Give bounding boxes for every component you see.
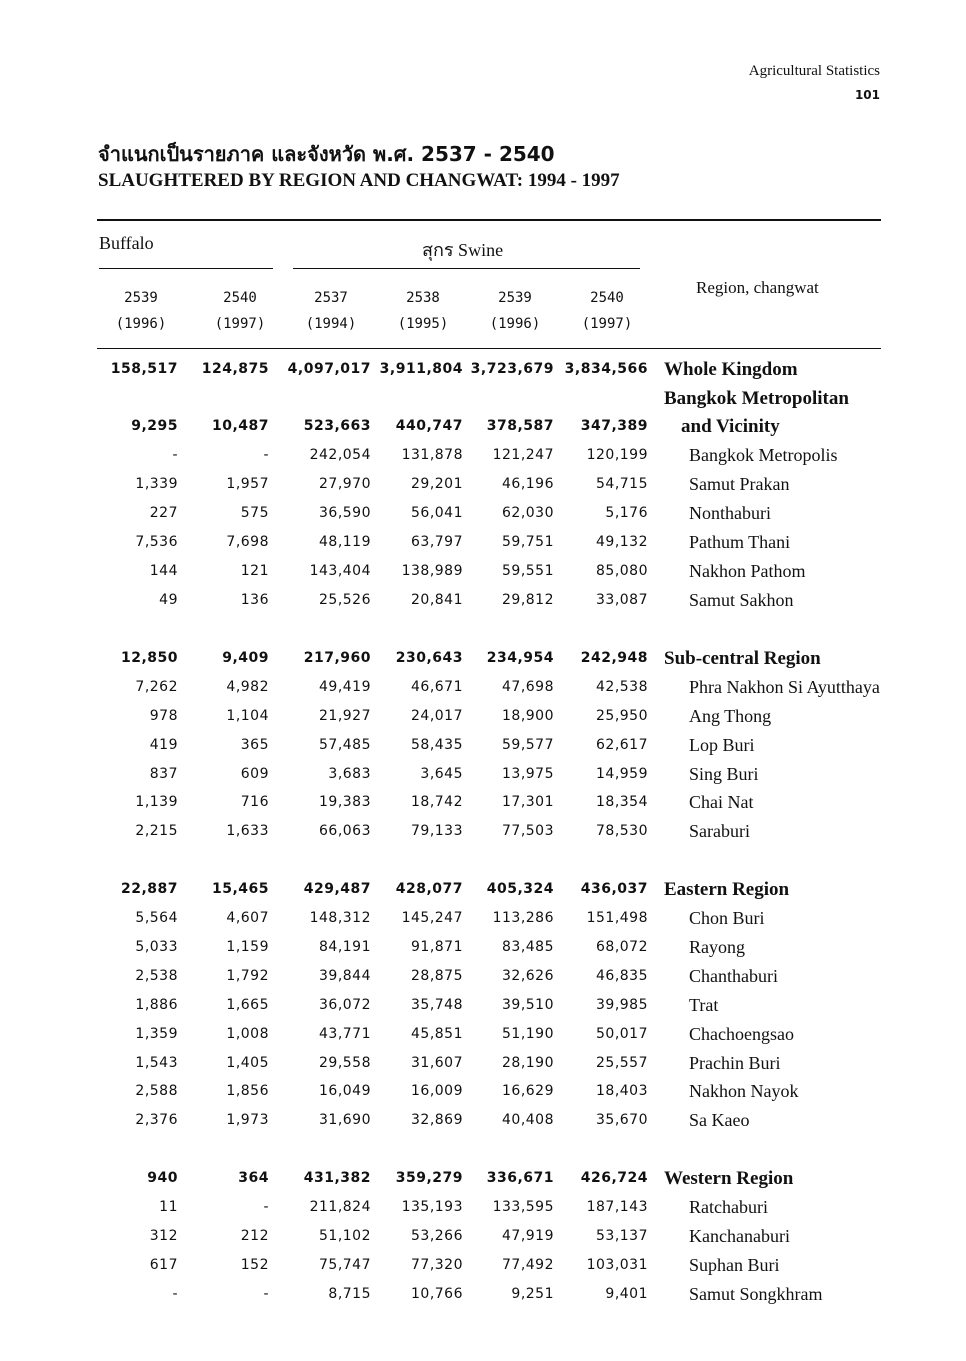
table-cell: 144 [149,563,178,579]
table-cell: 347,389 [580,418,648,434]
table-cell: 32,626 [502,968,554,984]
table-cell: 365 [240,737,269,753]
table-cell: 28,875 [411,968,463,984]
table-cell: - [172,1286,178,1302]
year-be: 2539 [498,290,532,306]
table-cell: 1,543 [135,1055,178,1071]
table-cell: 2,538 [135,968,178,984]
region-name: Samut Sakhon [689,590,794,610]
region-name: Chachoengsao [689,1024,794,1044]
table-cell: 53,266 [411,1228,463,1244]
table-cell: 13,975 [502,766,554,782]
table-cell: 523,663 [303,418,371,434]
table-cell: 46,671 [411,679,463,695]
table-cell: 148,312 [309,910,371,926]
buffalo-group-header: Buffalo [99,233,154,253]
table-row [0,355,966,384]
table-cell: 42,538 [596,679,648,695]
table-cell: 84,191 [319,939,371,955]
table-cell: 120,199 [586,447,648,463]
table-cell: 359,279 [395,1170,463,1186]
region-name: Pathum Thani [689,532,791,552]
table-cell: 609 [240,766,269,782]
table-cell: 35,748 [411,997,463,1013]
table-cell: 22,887 [120,881,178,897]
table-cell: 152 [240,1257,269,1273]
region-name: Chai Nat [689,792,754,812]
table-cell: 36,590 [319,505,371,521]
table-cell: 1,359 [135,1026,178,1042]
table-cell: 227 [149,505,178,521]
table-row [0,1049,966,1078]
table-cell: - [263,447,269,463]
table-cell: 91,871 [411,939,463,955]
table-cell: 230,643 [395,650,463,666]
region-name: Chon Buri [689,908,765,928]
table-cell: 978 [149,708,178,724]
table-cell: 1,856 [226,1083,269,1099]
table-cell: 5,176 [605,505,648,521]
table-cell: 15,465 [211,881,269,897]
table-cell: - [263,1199,269,1215]
table-cell: 419 [149,737,178,753]
table-cell: 27,970 [319,476,371,492]
table-cell: 49 [159,592,178,608]
table-cell: 158,517 [110,361,178,377]
table-cell: 124,875 [201,361,269,377]
table-row [0,962,966,991]
table-row [0,644,966,673]
region-name: Ratchaburi [689,1197,768,1217]
table-cell: 3,911,804 [379,361,463,377]
swine-group-underline [293,268,640,269]
table-cell: 33,087 [596,592,648,608]
table-row [0,904,966,933]
table-cell: 16,009 [411,1083,463,1099]
table-cell: 63,797 [411,534,463,550]
table-row [0,1251,966,1280]
table-cell: 18,742 [411,794,463,810]
table-cell: 1,665 [226,997,269,1013]
table-cell: 312 [149,1228,178,1244]
region-name: Trat [689,995,719,1015]
table-cell: 53,137 [596,1228,648,1244]
table-cell: 10,487 [211,418,269,434]
table-cell: 837 [149,766,178,782]
table-cell: 25,557 [596,1055,648,1071]
table-row [0,557,966,586]
region-name: Lop Buri [689,735,755,755]
table-cell: 429,487 [303,881,371,897]
table-cell: 50,017 [596,1026,648,1042]
year-header [101,285,181,337]
year-ad: (1997) [581,316,633,332]
region-name: and Vicinity [681,416,780,437]
table-cell: 59,577 [502,737,554,753]
table-cell: 48,119 [319,534,371,550]
table-cell: 10,766 [411,1286,463,1302]
table-cell: 428,077 [395,881,463,897]
table-row [0,412,966,441]
table-cell: 83,485 [502,939,554,955]
table-cell: 234,954 [486,650,554,666]
running-header-title: Agricultural Statistics [748,63,880,79]
table-row [0,817,966,846]
table-cell: 51,102 [319,1228,371,1244]
table-cell: 4,097,017 [287,361,371,377]
table-cell: 1,886 [135,997,178,1013]
region-name: Whole Kingdom [664,359,798,380]
region-name: Sing Buri [689,764,759,784]
table-title-english: SLAUGHTERED BY REGION AND CHANGWAT: 1994 - 1997 [98,170,620,191]
year-be: 2540 [223,290,257,306]
table-cell: 66,063 [319,823,371,839]
table-cell: 5,564 [135,910,178,926]
table-cell: 7,262 [135,679,178,695]
table-cell: 18,900 [502,708,554,724]
table-cell: 28,190 [502,1055,554,1071]
table-cell: 68,072 [596,939,648,955]
table-cell: 25,526 [319,592,371,608]
table-cell: 59,751 [502,534,554,550]
region-column-header: Region, changwat [696,278,819,297]
table-cell: 2,215 [135,823,178,839]
table-row [0,875,966,904]
table-cell: 12,850 [120,650,178,666]
year-be: 2540 [590,290,624,306]
table-cell: 4,607 [226,910,269,926]
table-cell: 85,080 [596,563,648,579]
year-ad: (1994) [305,316,357,332]
table-cell: 716 [240,794,269,810]
table-cell: 56,041 [411,505,463,521]
table-row [0,1193,966,1222]
table-cell: 79,133 [411,823,463,839]
table-cell: 145,247 [401,910,463,926]
table-cell: 29,201 [411,476,463,492]
table-cell: 1,104 [226,708,269,724]
table-cell: 211,824 [309,1199,371,1215]
table-cell: 78,530 [596,823,648,839]
table-row [0,1106,966,1135]
region-name: Western Region [664,1168,794,1189]
region-name: Kanchanaburi [689,1226,790,1246]
region-name: Samut Songkhram [689,1284,823,1304]
table-cell: 617 [149,1257,178,1273]
table-cell: 49,132 [596,534,648,550]
table-row [0,586,966,615]
table-row [0,528,966,557]
table-cell: 47,698 [502,679,554,695]
region-name: Bangkok Metropolis [689,445,838,465]
swine-group-header: สุกร Swine [422,240,504,260]
table-cell: 11 [159,1199,178,1215]
table-cell: 151,498 [586,910,648,926]
table-cell: - [263,1286,269,1302]
region-name: Nonthaburi [689,503,771,523]
table-title-thai: จำแนกเป็นรายภาค และจังหวัด พ.ศ. 2537 - 2540 [98,142,555,166]
table-row [0,441,966,470]
table-cell: 575 [240,505,269,521]
table-cell: 57,485 [319,737,371,753]
table-cell: 31,690 [319,1112,371,1128]
table-cell: 131,878 [401,447,463,463]
table-cell: 113,286 [492,910,554,926]
table-cell: 35,670 [596,1112,648,1128]
table-cell: 4,982 [226,679,269,695]
region-name: Sa Kaeo [689,1110,750,1130]
table-cell: 135,193 [401,1199,463,1215]
table-cell: 39,985 [596,997,648,1013]
table-cell: 47,919 [502,1228,554,1244]
table-cell: 58,435 [411,737,463,753]
region-name: Samut Prakan [689,474,790,494]
year-ad: (1997) [214,316,266,332]
table-cell: 364 [238,1170,269,1186]
table-cell: 25,950 [596,708,648,724]
table-cell: 29,812 [502,592,554,608]
year-header [383,285,463,337]
table-cell: 3,834,566 [564,361,648,377]
table-row [0,673,966,702]
table-cell: 940 [147,1170,178,1186]
table-cell: 3,683 [328,766,371,782]
year-ad: (1996) [115,316,167,332]
region-name: Sub-central Region [664,648,821,669]
table-cell: 39,510 [502,997,554,1013]
table-cell: 62,617 [596,737,648,753]
table-cell: 77,492 [502,1257,554,1273]
table-cell: 436,037 [580,881,648,897]
table-row [0,760,966,789]
table-cell: - [172,447,178,463]
table-row [0,1222,966,1251]
year-header [200,285,280,337]
table-cell: 36,072 [319,997,371,1013]
table-cell: 49,419 [319,679,371,695]
table-row [0,1164,966,1193]
region-name: Saraburi [689,821,750,841]
region-name: Rayong [689,937,745,957]
table-cell: 121 [240,563,269,579]
table-cell: 43,771 [319,1026,371,1042]
year-ad: (1996) [489,316,541,332]
table-cell: 46,835 [596,968,648,984]
table-cell: 21,927 [319,708,371,724]
table-cell: 143,404 [309,563,371,579]
table-cell: 378,587 [486,418,554,434]
table-cell: 1,973 [226,1112,269,1128]
table-cell: 121,247 [492,447,554,463]
table-cell: 40,408 [502,1112,554,1128]
table-cell: 138,989 [401,563,463,579]
table-cell: 9,401 [605,1286,648,1302]
table-cell: 54,715 [596,476,648,492]
table-cell: 336,671 [486,1170,554,1186]
table-cell: 51,190 [502,1026,554,1042]
header-bottom-rule [97,348,881,349]
table-cell: 32,869 [411,1112,463,1128]
table-cell: 3,645 [420,766,463,782]
table-row [0,933,966,962]
year-be: 2539 [124,290,158,306]
table-cell: 7,698 [226,534,269,550]
table-cell: 14,959 [596,766,648,782]
table-cell: 1,139 [135,794,178,810]
table-cell: 187,143 [586,1199,648,1215]
table-cell: 5,033 [135,939,178,955]
table-cell: 18,354 [596,794,648,810]
table-cell: 136 [240,592,269,608]
region-name: Prachin Buri [689,1053,781,1073]
year-ad: (1995) [397,316,449,332]
table-cell: 1,159 [226,939,269,955]
table-cell: 431,382 [303,1170,371,1186]
table-row [0,499,966,528]
table-cell: 2,376 [135,1112,178,1128]
table-cell: 46,196 [502,476,554,492]
region-name: Phra Nakhon Si Ayutthaya [689,677,880,697]
table-cell: 103,031 [586,1257,648,1273]
table-cell: 39,844 [319,968,371,984]
table-cell: 1,339 [135,476,178,492]
table-row [0,702,966,731]
table-cell: 19,383 [319,794,371,810]
table-cell: 1,957 [226,476,269,492]
table-cell: 77,320 [411,1257,463,1273]
table-cell: 31,607 [411,1055,463,1071]
year-header [475,285,555,337]
region-name: Nakhon Nayok [689,1081,799,1101]
table-cell: 9,295 [131,418,178,434]
table-cell: 62,030 [502,505,554,521]
page-number: 101 [854,88,880,102]
table-row [0,470,966,499]
table-cell: 212 [240,1228,269,1244]
table-row [0,384,966,413]
region-name: Suphan Buri [689,1255,780,1275]
table-row [0,1280,966,1309]
table-cell: 2,588 [135,1083,178,1099]
table-row [0,991,966,1020]
table-cell: 77,503 [502,823,554,839]
table-row [0,1077,966,1106]
table-cell: 242,054 [309,447,371,463]
table-cell: 16,629 [502,1083,554,1099]
year-be: 2537 [314,290,348,306]
buffalo-group-underline [99,268,273,269]
table-cell: 17,301 [502,794,554,810]
region-name: Bangkok Metropolitan [664,388,849,409]
table-cell: 75,747 [319,1257,371,1273]
table-cell: 242,948 [580,650,648,666]
year-header [567,285,647,337]
table-cell: 20,841 [411,592,463,608]
table-cell: 18,403 [596,1083,648,1099]
region-name: Ang Thong [689,706,772,726]
table-cell: 3,723,679 [470,361,554,377]
table-cell: 9,251 [511,1286,554,1302]
region-name: Eastern Region [664,879,790,900]
table-cell: 133,595 [492,1199,554,1215]
table-cell: 16,049 [319,1083,371,1099]
table-cell: 9,409 [222,650,269,666]
table-cell: 405,324 [486,881,554,897]
table-row [0,1020,966,1049]
table-cell: 8,715 [328,1286,371,1302]
table-cell: 29,558 [319,1055,371,1071]
table-cell: 426,724 [580,1170,648,1186]
table-row [0,788,966,817]
table-cell: 217,960 [303,650,371,666]
region-name: Chanthaburi [689,966,778,986]
table-cell: 1,405 [226,1055,269,1071]
year-header [291,285,371,337]
table-cell: 1,633 [226,823,269,839]
table-cell: 59,551 [502,563,554,579]
table-cell: 45,851 [411,1026,463,1042]
year-be: 2538 [406,290,440,306]
table-cell: 1,008 [226,1026,269,1042]
table-cell: 7,536 [135,534,178,550]
table-cell: 24,017 [411,708,463,724]
table-cell: 440,747 [395,418,463,434]
table-cell: 1,792 [226,968,269,984]
top-rule [97,219,881,221]
table-row [0,731,966,760]
region-name: Nakhon Pathom [689,561,806,581]
